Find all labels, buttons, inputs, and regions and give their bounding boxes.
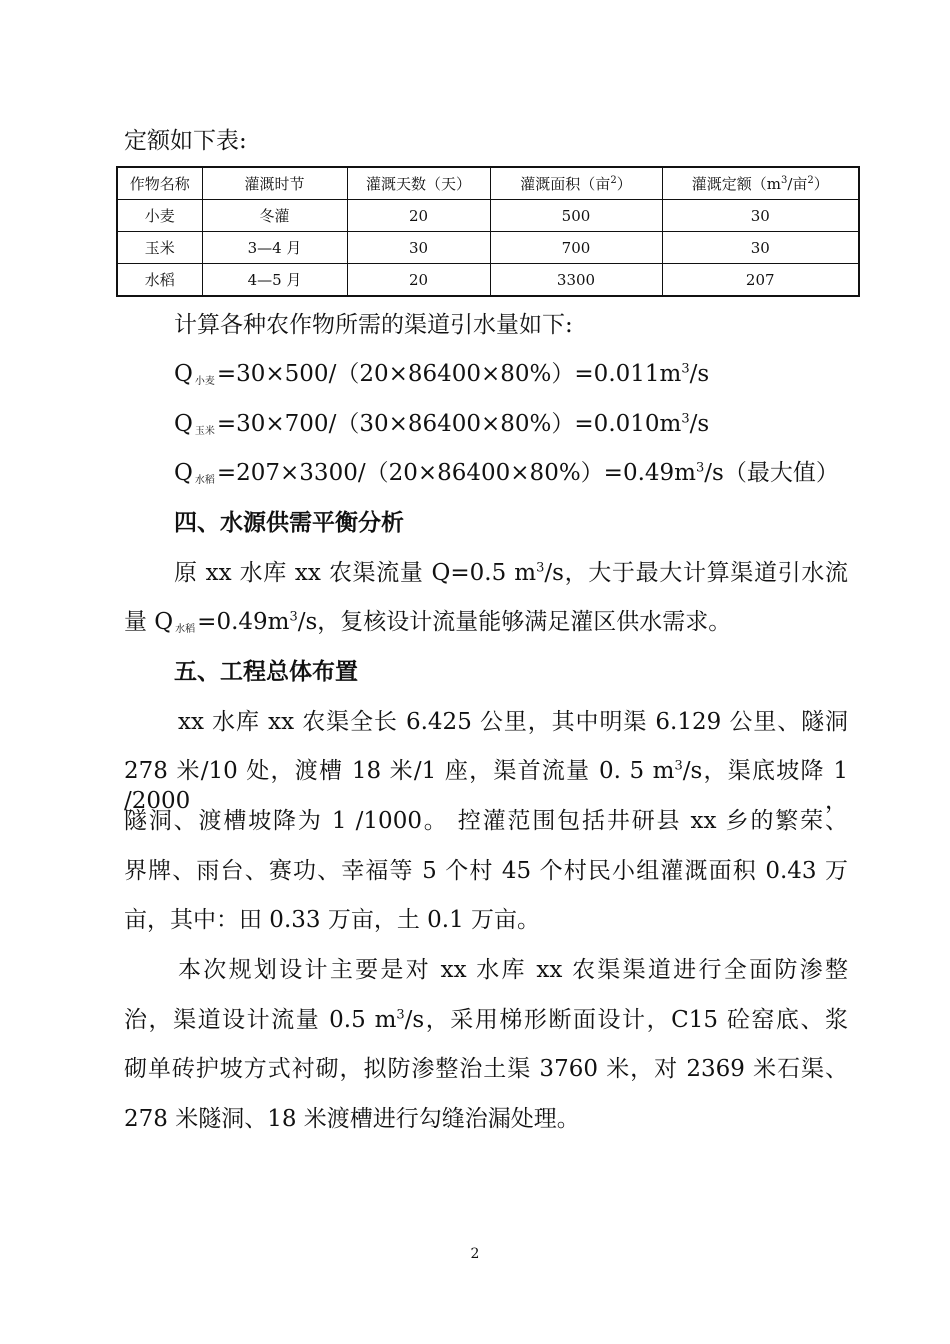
formula-rice: Q $_{水稻}=207\times 3300/(20\times 86400\times 80\%)=0.49m^3/s$（最大值） bbox=[174, 460, 839, 486]
formula-wheat: Q $_{小麦}=30\times 500/(20\times 86400\times 80\%)=0.011m^3/s$ bbox=[174, 361, 710, 387]
cell-days: 20 bbox=[347, 264, 490, 297]
section4-line1: 原 xx 水库 xx 农渠流量 Q=0.5 $m^3/s$，大于最大计算渠道引水流 bbox=[174, 560, 849, 586]
section5-p1-line3: 隧洞、渡槽坡降为 1 /1000。 控灌范围包括井研县 xx 乡的繁荣、 bbox=[124, 808, 848, 834]
cell-quota: 30 bbox=[662, 200, 859, 232]
section5-heading: 五、工程总体布置 bbox=[174, 658, 358, 685]
section4-heading: 四、水源供需平衡分析 bbox=[174, 509, 404, 536]
header-quota: 灌溉定额（$m^3/$亩$^2$） bbox=[662, 167, 859, 200]
section4-line2: 量 Q $_{水稻}=0.49m^3/s$，复核设计流量能够满足灌区供水需求。 bbox=[124, 609, 732, 635]
cell-season: 3—4 月 bbox=[202, 232, 347, 264]
cell-area: 3300 bbox=[490, 264, 662, 297]
section5-p2-line4: 278 米隧洞、18 米渡槽进行勾缝治漏处理。 bbox=[124, 1106, 580, 1132]
section5-p2-line2: 治，渠道设计流量 0.5 $m^3/s$，采用梯形断面设计，C15 砼窑底、浆 bbox=[124, 1007, 848, 1033]
cell-area: 500 bbox=[490, 200, 662, 232]
header-crop: 作物名称 bbox=[117, 167, 202, 200]
cell-crop: 小麦 bbox=[117, 200, 202, 232]
section5-p1-line2: 278 米/10 处，渡槽 18 米/1 座，渠首流量 0. 5 $m^3/s$，渠底坡降 1 /2000， bbox=[124, 758, 848, 814]
section5-p2-line1: 本次规划设计主要是对 xx 水库 xx 农渠渠道进行全面防渗整 bbox=[178, 957, 848, 983]
cell-season: 4—5 月 bbox=[202, 264, 347, 297]
cell-quota: 30 bbox=[662, 232, 859, 264]
calc-intro: 计算各种农作物所需的渠道引水量如下: bbox=[174, 312, 573, 338]
cell-crop: 玉米 bbox=[117, 232, 202, 264]
cell-season: 冬灌 bbox=[202, 200, 347, 232]
irrigation-quota-table bbox=[116, 166, 860, 297]
header-days: 灌溉天数（天） bbox=[347, 167, 490, 200]
cell-quota: 207 bbox=[662, 264, 859, 297]
page-number: 2 bbox=[470, 1246, 480, 1262]
table-row bbox=[117, 232, 859, 264]
section5-p1-line4: 界牌、雨台、赛功、幸福等 5 个村 45 个村民小组灌溉面积 0.43 万 bbox=[124, 858, 848, 884]
cell-days: 20 bbox=[347, 200, 490, 232]
header-area: 灌溉面积（亩$^2$） bbox=[490, 167, 662, 200]
section5-p1-line5: 亩，其中：田 0.33 万亩，土 0.1 万亩。 bbox=[124, 907, 541, 933]
table-intro: 定额如下表: bbox=[124, 128, 247, 154]
cell-days: 30 bbox=[347, 232, 490, 264]
section5-p2-line3: 砌单砖护坡方式衬砌，拟防渗整治土渠 3760 米，对 2369 米石渠、 bbox=[124, 1056, 848, 1082]
cell-area: 700 bbox=[490, 232, 662, 264]
table-header-row bbox=[117, 167, 859, 200]
table-row bbox=[117, 264, 859, 297]
table-row bbox=[117, 200, 859, 232]
header-season: 灌溉时节 bbox=[202, 167, 347, 200]
section5-p1-line1: xx 水库 xx 农渠全长 6.425 公里，其中明渠 6.129 公里、隧洞 bbox=[178, 709, 848, 735]
formula-corn: Q $_{玉米}=30\times 700/(30\times 86400\times 80\%)=0.010m^3/s$ bbox=[174, 411, 710, 437]
cell-crop: 水稻 bbox=[117, 264, 202, 297]
